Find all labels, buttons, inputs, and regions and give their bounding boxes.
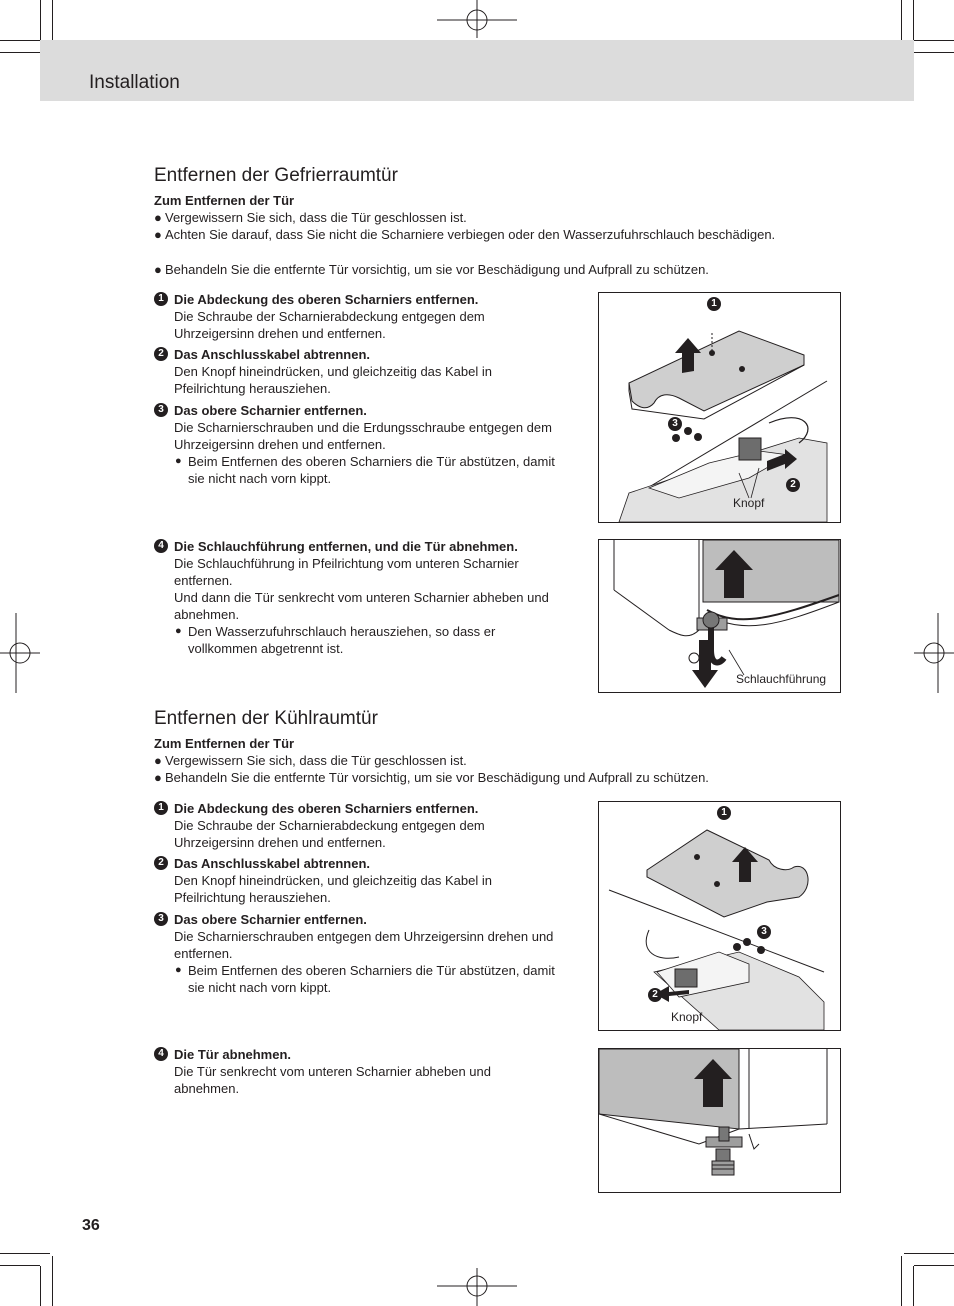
step-number: 4 [154,1047,168,1061]
step-heading: Die Schlauchführung entfernen, und die Tür abnehmen. [174,539,518,554]
callout-number: 3 [668,417,682,431]
step-heading: Das obere Scharnier entfernen. [174,403,367,418]
step-3 [154,402,574,487]
step-description: Die Scharnierschrauben entgegen dem Uhrzeigersinn drehen und entfernen. [174,929,554,961]
bullet-item: ● Achten Sie darauf, dass Sie nicht die Scharniere verbiegen oder den Wasserzufuhrschlauch beschädigen. [154,227,776,242]
step-description-2: Und dann die Tür senkrecht vom unteren Scharnier abheben und abnehmen. [174,590,549,622]
callout-number: 2 [648,988,662,1002]
step-bullet: ● Den Wasserzufuhrschlauch herausziehen, so dass er vollkommen abgetrennt ist. [174,623,538,657]
step-bullet: ● Beim Entfernen des oberen Scharniers die Tür abstützen, damit sie nicht nach vorn kippt. [174,453,568,487]
step-number: 2 [154,347,168,361]
step-bullet: ● Beim Entfernen des oberen Scharniers die Tür abstützen, damit sie nicht nach vorn kippt. [174,962,568,996]
step-4 [154,538,574,657]
step-description: Die Scharnierschrauben und die Erdungsschraube entgegen dem Uhrzeigersinn drehen und entfernen. [174,420,552,452]
step-description: Die Schraube der Scharnierabdeckung entgegen dem Uhrzeigersinn drehen und entfernen. [174,309,485,341]
section-title-fridge-door: Entfernen der Kühlraumtür [154,708,378,729]
figure-freezer-top-hinge [598,292,841,523]
step-2 [154,346,574,397]
step-description: Die Schlauchführung in Pfeilrichtung vom unteren Scharnier entfernen. [174,556,519,588]
figure-fridge-top-hinge [598,801,841,1031]
callout-number: 1 [707,297,721,311]
step-heading: Die Abdeckung des oberen Scharniers entfernen. [174,292,479,307]
step-description: Die Schraube der Scharnierabdeckung entgegen dem Uhrzeigersinn drehen und entfernen. [174,818,485,850]
figure-lift-fridge-door [598,1048,841,1193]
label-schlauchfuehrung: Schlauchführung [736,672,827,686]
callout-number: 2 [786,478,800,492]
step-heading: Die Abdeckung des oberen Scharniers entfernen. [174,801,479,816]
label-knopf: Knopf [671,1010,703,1024]
step-number: 2 [154,856,168,870]
step-description: Den Knopf hineindrücken, und gleichzeitig das Kabel in Pfeilrichtung herausziehen. [174,873,492,905]
step-1 [154,291,574,342]
step-number: 4 [154,539,168,553]
step-heading: Das obere Scharnier entfernen. [174,912,367,927]
step-1 [154,800,574,851]
callout-number: 3 [757,925,771,939]
step-4 [154,1046,574,1097]
step-3 [154,911,574,996]
bullet-item: ● Behandeln Sie die entfernte Tür vorsichtig, um sie vor Beschädigung und Aufprall zu schützen. [154,262,709,277]
bullet-item: ● Behandeln Sie die entfernte Tür vorsichtig, um sie vor Beschädigung und Aufprall zu schützen. [154,770,709,785]
page-number: 36 [82,1217,100,1234]
bullet-item: ● Vergewissern Sie sich, dass die Tür geschlossen ist. [154,210,467,225]
step-heading: Das Anschlusskabel abtrennen. [174,856,371,871]
step-number: 3 [154,403,168,417]
step-description: Die Tür senkrecht vom unteren Scharnier abheben und abnehmen. [174,1064,492,1096]
step-description: Den Knopf hineindrücken, und gleichzeitig das Kabel in Pfeilrichtung herausziehen. [174,364,492,396]
subheading-remove-door: Zum Entfernen der Tür [154,736,295,751]
section-title-freezer-door: Entfernen der Gefrierraumtür [154,165,398,186]
step-number: 3 [154,912,168,926]
callout-number: 1 [717,806,731,820]
step-heading: Das Anschlusskabel abtrennen. [174,347,371,362]
step-number: 1 [154,292,168,306]
label-knopf: Knopf [733,496,765,510]
step-2 [154,855,574,906]
subheading-remove-door: Zum Entfernen der Tür [154,193,295,208]
bullet-item: ● Vergewissern Sie sich, dass die Tür geschlossen ist. [154,753,467,768]
page-title: Installation [89,72,180,93]
figure-hose-guide [598,539,841,693]
step-heading: Die Tür abnehmen. [174,1047,292,1062]
step-number: 1 [154,801,168,815]
